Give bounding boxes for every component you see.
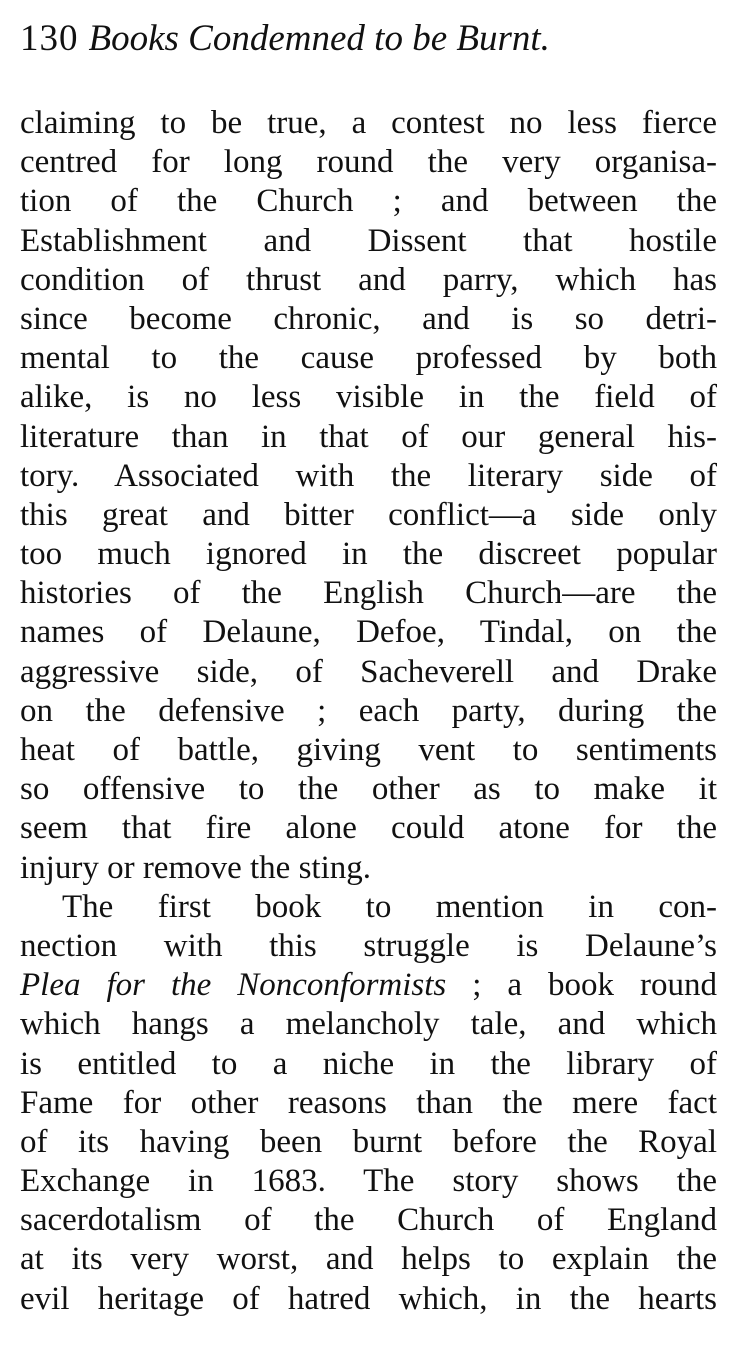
text-line: evil heritage of hatred which, in the hearts (20, 1280, 717, 1317)
text-line: since become chronic, and is so detri- (20, 300, 717, 337)
text-line: mental to the cause professed by both (20, 340, 717, 377)
text-line: Fame for other reasons than the mere fact (20, 1084, 717, 1121)
page-number: 130 (20, 18, 79, 59)
text-line: condition of thrust and parry, which has (20, 261, 717, 298)
text-line: tion of the Church ; and between the (20, 183, 717, 220)
text-line: tory. Associated with the literary side of (20, 457, 717, 494)
text-line: alike, is no less visible in the field of (20, 379, 717, 416)
text-line (20, 966, 717, 1005)
text-line: sacerdotalism of the Church of England (20, 1202, 717, 1239)
text-line: histories of the English Church—are the (20, 575, 717, 612)
text-line: literature than in that of our general his- (20, 418, 717, 455)
body-text (20, 104, 717, 1319)
text-line: too much ignored in the discreet popular (20, 536, 717, 573)
text-line: at its very worst, and helps to explain the (20, 1241, 717, 1278)
text-line: Establishment and Dissent that hostile (20, 222, 717, 259)
running-head-title: Books Condemned to be Burnt. (88, 18, 550, 59)
text-line: The first book to mention in con- (62, 888, 717, 925)
running-head (20, 14, 550, 64)
book-title-italic: Plea for the Nonconformists (20, 967, 447, 1004)
text-line: centred for long round the very organisa- (20, 144, 717, 181)
text-line: this great and bitter conflict—a side only (20, 496, 717, 533)
text-line: claiming to be true, a contest no less fierce (20, 105, 717, 141)
text-line: names of Delaune, Defoe, Tindal, on the (20, 614, 717, 651)
text-line-rest: ; a book round (446, 967, 717, 1004)
text-line: on the defensive ; each party, during the (20, 692, 717, 729)
text-line: is entitled to a niche in the library of (20, 1045, 717, 1082)
text-line: which hangs a melancholy tale, and which (20, 1006, 717, 1043)
text-line: aggressive side, of Sacheverell and Drake (20, 653, 717, 690)
text-line: so offensive to the other as to make it (20, 771, 717, 808)
text-line: nection with this struggle is Delaune’s (20, 927, 717, 964)
text-line: of its having been burnt before the Royal (20, 1123, 717, 1160)
text-line: injury or remove the sting. (20, 849, 372, 886)
text-line: Exchange in 1683. The story shows the (20, 1163, 717, 1200)
text-line: seem that fire alone could atone for the (20, 810, 717, 847)
text-line: heat of battle, giving vent to sentiments (20, 732, 717, 768)
